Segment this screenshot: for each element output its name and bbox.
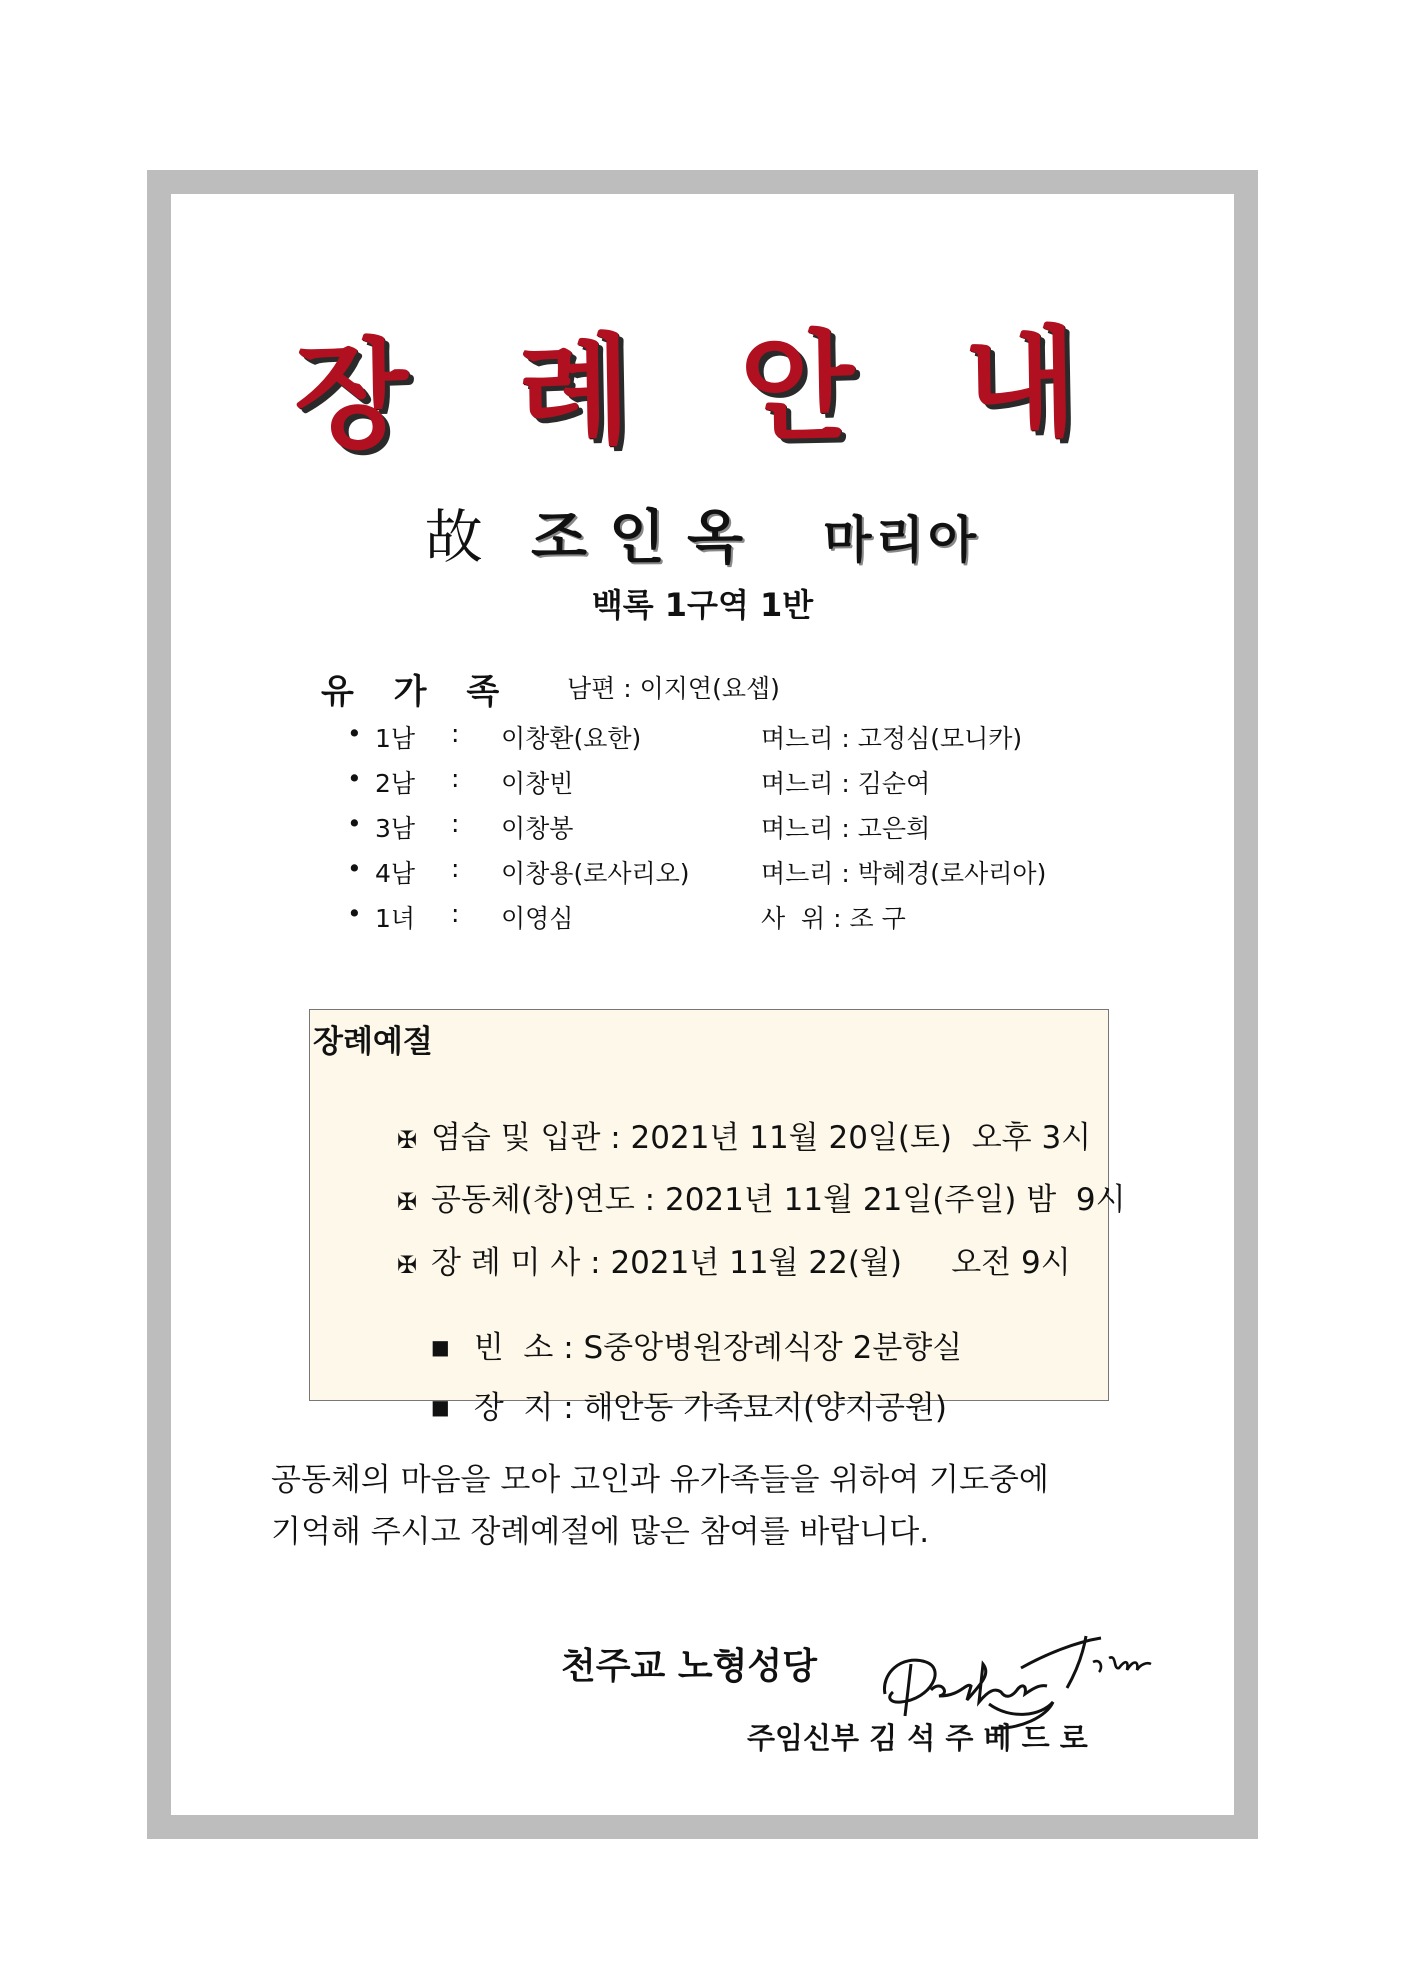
separator-colon: :: [451, 899, 460, 928]
family-member-name: 이창봉: [501, 814, 574, 843]
square-bullet-icon: ■: [430, 1335, 450, 1359]
page-border-frame: [147, 170, 1258, 1839]
family-member-name: 이창빈: [501, 769, 574, 798]
prayer-message: [271, 1454, 1171, 1558]
separator-colon: :: [451, 854, 460, 883]
family-row: [347, 719, 1107, 764]
family-spouse: 사 위 : 조 구: [761, 904, 906, 933]
priest-name: 주임신부 김 석 주 베 드 로: [747, 1721, 1088, 1755]
family-row: [347, 854, 1107, 899]
cross-icon: ✠: [396, 1251, 417, 1279]
deceased-line: [171, 490, 1234, 574]
church-name: 천주교 노형성당: [561, 1646, 817, 1687]
schedule-event-text: 장 례 미 사 : 2021년 11월 22(월) 오전 9시: [430, 1245, 1071, 1281]
notice-sheet: [171, 194, 1234, 1815]
square-bullet-icon: ■: [430, 1395, 450, 1419]
family-relation: 3남: [375, 814, 416, 843]
family-spouse: 며느리 : 김순여: [761, 769, 931, 798]
funeral-place-text: 장 지 : 해안동 가족묘지(양지공원): [473, 1390, 947, 1426]
deceased-baptismal-name: 마리아: [823, 511, 981, 569]
message-line: 기억해 주시고 장례예절에 많은 참여를 바랍니다.: [271, 1514, 930, 1550]
family-spouse: 며느리 : 고정심(모니카): [761, 724, 1023, 753]
parish-district: 백록 1구역 1반: [591, 586, 814, 624]
schedule-event-text: 공동체(창)연도 : 2021년 11월 21일(주일) 밤 9시: [430, 1182, 1126, 1218]
bullet-dot: •: [347, 764, 362, 793]
family-list: [347, 719, 1107, 944]
family-relation: 1남: [375, 724, 416, 753]
family-member-name: 이창환(요한): [501, 724, 642, 753]
bullet-dot: •: [347, 719, 362, 748]
separator-colon: :: [451, 764, 460, 793]
family-member-name: 이창용(로사리오): [501, 859, 690, 888]
page-title: 장 례 안 내: [292, 312, 1113, 466]
message-line: 공동체의 마음을 모아 고인과 유가족들을 위하여 기도중에: [271, 1462, 1049, 1498]
cross-icon: ✠: [396, 1126, 417, 1154]
separator-colon: :: [451, 809, 460, 838]
family-row: [347, 809, 1107, 854]
funeral-place-text: 빈 소 : S중앙병원장례식장 2분향실: [473, 1330, 963, 1366]
family-heading: 유 가 족: [321, 672, 514, 712]
husband-line: 남편 : 이지연(요셉): [567, 674, 780, 703]
deceased-name: 조인옥: [531, 503, 766, 571]
family-spouse: 며느리 : 고은희: [761, 814, 931, 843]
funeral-schedule-box: [309, 1009, 1126, 1426]
family-relation: 1녀: [375, 904, 416, 933]
family-row: [347, 764, 1107, 809]
family-member-name: 이영심: [501, 904, 574, 933]
schedule-heading: 장례예절: [313, 1024, 433, 1060]
bullet-dot: •: [347, 899, 362, 928]
funeral-place: [352, 1346, 947, 1463]
bullet-dot: •: [347, 854, 362, 883]
deceased-prefix: 故: [424, 503, 487, 571]
bullet-dot: •: [347, 809, 362, 838]
cross-icon: ✠: [396, 1188, 417, 1216]
family-relation: 4남: [375, 859, 416, 888]
family-relation: 2남: [375, 769, 416, 798]
family-spouse: 며느리 : 박혜경(로사리아): [761, 859, 1047, 888]
schedule-event-text: 염습 및 입관 : 2021년 11월 20일(토) 오후 3시: [430, 1120, 1092, 1156]
separator-colon: :: [451, 719, 460, 748]
family-row: [347, 899, 1107, 944]
